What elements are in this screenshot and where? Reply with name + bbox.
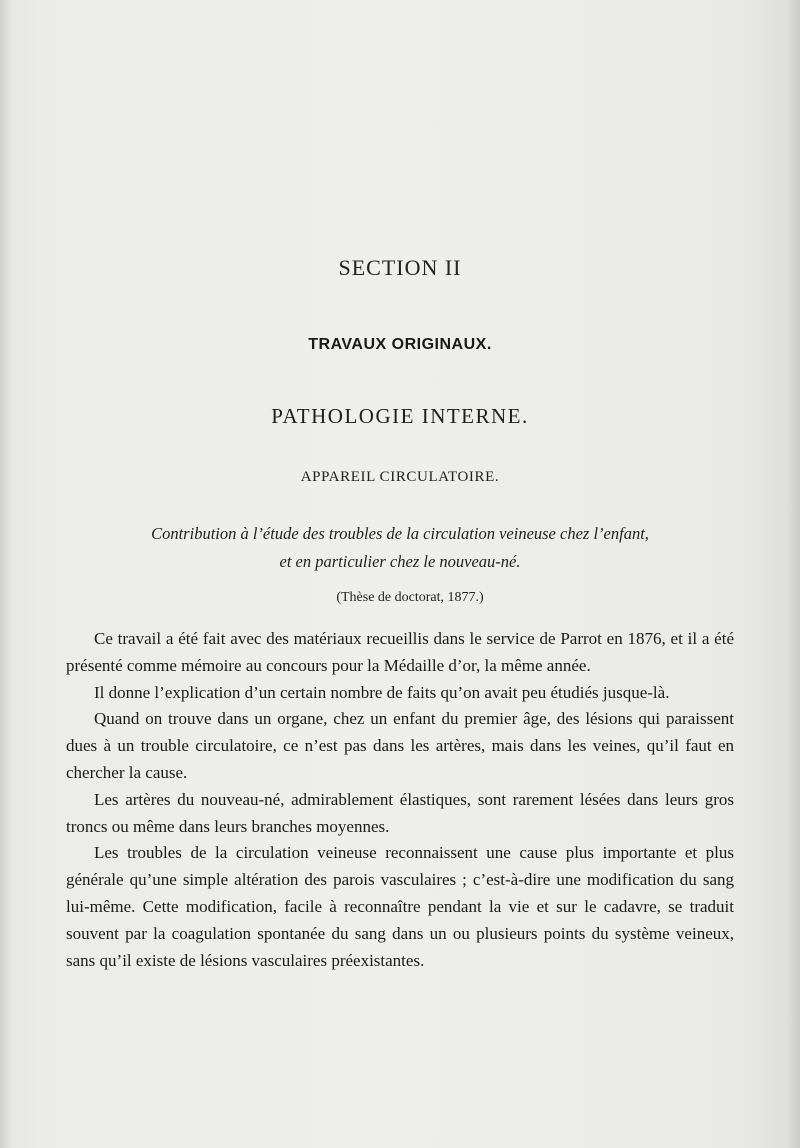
paragraph-4: Les artères du nouveau-né, admirablement élastiques, sont rarement lésées dans leurs gros troncs ou même dans leurs branches moyennes.: [66, 789, 734, 836]
appareil-heading: APPAREIL CIRCULATOIRE.: [300, 469, 500, 485]
paragraph-1: Ce travail a été fait avec des matériaux recueillis dans le service de Parrot en 1876, et il a été présenté comme mémoire au concours pour la Médaille d’or, la même année.: [66, 629, 734, 675]
section-title: SECTION II: [338, 255, 462, 280]
travaux-heading: TRAVAUX ORIGINAUX.: [308, 336, 492, 353]
article-title: [60, 520, 740, 576]
page-left-edge: [0, 0, 10, 1148]
article-title-line-1: Contribution à l’étude des troubles de la circulation veineuse chez l’enfant,: [151, 524, 649, 543]
these-citation: (Thèse de doctorat, 1877.): [336, 590, 484, 605]
paragraph-2: Il donne l’explication d’un certain nombre de faits qu’on avait peu étudiés jusque-là.: [94, 682, 670, 702]
body-text: [66, 626, 734, 974]
paragraph-3: Quand on trouve dans un organe, chez un enfant du premier âge, des lésions qui paraissent dues à un trouble circulatoire, ce n’est pas dans les artères, mais dans les veines, qu’il faut en chercher la cause.: [66, 709, 734, 782]
pathologie-heading: PATHOLOGIE INTERNE.: [271, 404, 529, 428]
page-right-shadow: [786, 0, 800, 1148]
article-title-line-2: et en particulier chez le nouveau-né.: [279, 552, 521, 571]
paragraph-5: Les troubles de la circulation veineuse reconnaissent une cause plus importante et plus générale qu’une simple altération des parois vasculaires ; c’est-à-dire une modification du sang lui-même. Cette modification, facile à reconnaître pendant la vie et sur le cadavre, se traduit souvent par la coagulation spontanée du sang dans un ou plusieurs points du système veineux, sans qu’il existe de lésions vasculaires préexistantes.: [66, 843, 734, 970]
